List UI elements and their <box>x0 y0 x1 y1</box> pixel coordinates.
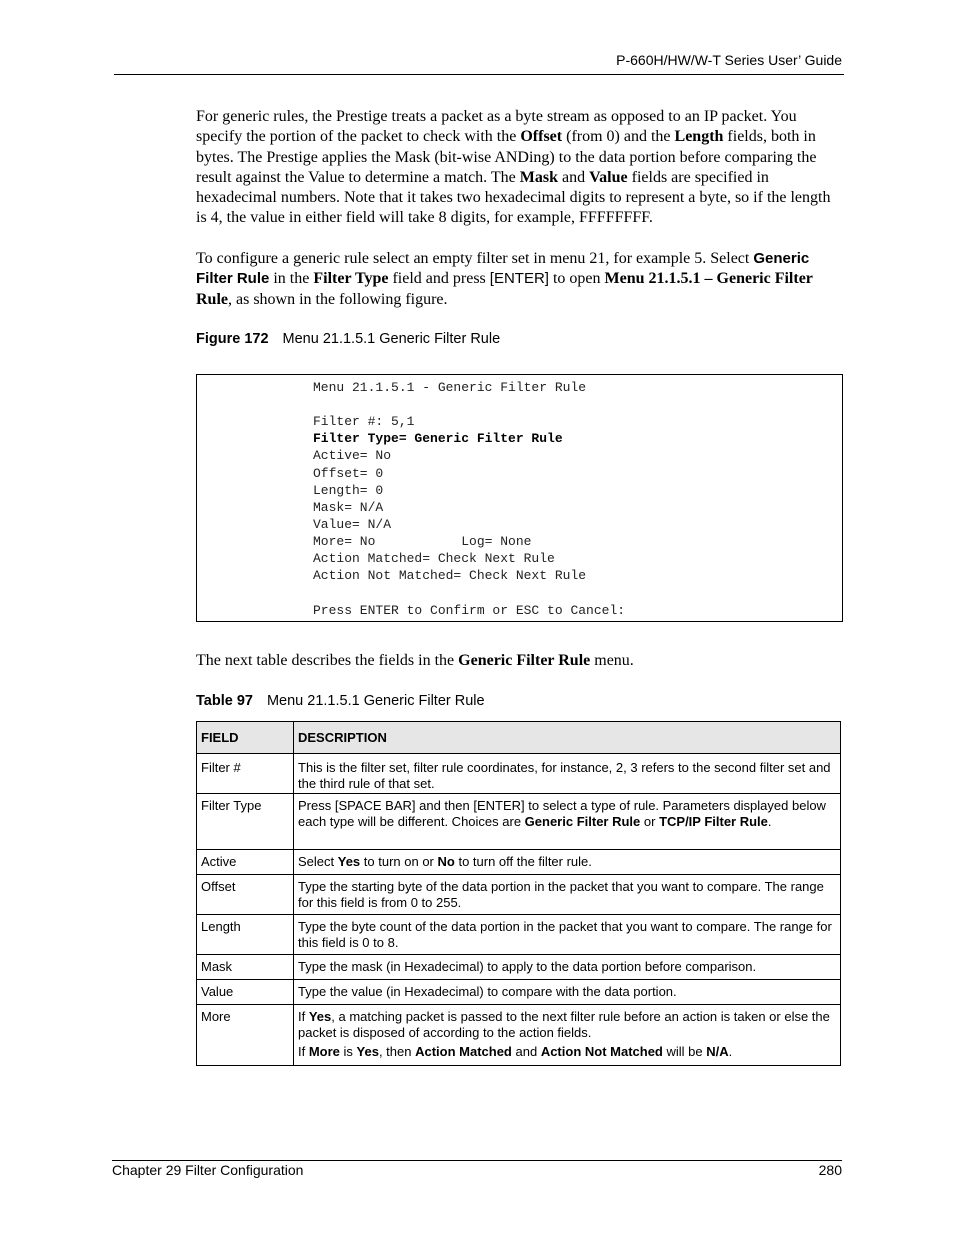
description-cell <box>294 915 841 955</box>
table-caption <box>196 693 485 709</box>
footer-page-number: 280 <box>818 1162 842 1178</box>
table-intro-paragraph <box>196 651 844 671</box>
length-line: Length= 0 <box>313 483 384 498</box>
field-description-table <box>196 721 841 1066</box>
text: is <box>339 1044 357 1059</box>
action-not-matched-line: Action Not Matched= Check Next Rule <box>313 568 587 583</box>
active-line: Active= No <box>313 448 392 463</box>
sans-generic-filter-rule: Generic Filter Rule <box>196 250 810 288</box>
more-log-line: More= No Log= None <box>313 534 532 549</box>
sans-enter: [ENTER] <box>489 270 549 288</box>
text: , then <box>378 1044 416 1059</box>
text: to open <box>548 270 605 288</box>
bold: More <box>308 1044 340 1059</box>
table-header-row <box>197 722 841 754</box>
text: fields are specified in hexadecimal numbers. Note that it takes two hexadecimal digits to represent a byte, so if the length is 4, the value in either field will take 8 digits, for example, FFFFFFFF. <box>196 168 831 227</box>
bold-filter-type: Filter Type <box>313 270 389 288</box>
text: fields, both in bytes. The Prestige applies the Mask (bit-wise ANDing) to the data portion before comparing the result against the Value to determine a match. The <box>196 128 817 186</box>
text: (from 0) and the <box>562 128 675 146</box>
text: to turn off the filter rule. <box>454 854 592 869</box>
menu-title-line: Menu 21.1.5.1 - Generic Filter Rule <box>313 380 587 395</box>
text: . <box>767 813 772 829</box>
table-row <box>197 794 841 850</box>
description-cell <box>294 875 841 915</box>
description-cell <box>294 955 841 980</box>
bold-menu-ref: Menu 21.1.5.1 – Generic Filter Rule <box>196 270 813 308</box>
footer-chapter: Chapter 29 Filter Configuration <box>112 1162 304 1178</box>
action-matched-line: Action Matched= Check Next Rule <box>313 551 555 566</box>
bold: TCP/IP Filter Rule <box>659 813 768 829</box>
bold: Yes <box>356 1044 379 1059</box>
bold-mask: Mask <box>519 168 558 186</box>
bold-value: Value <box>589 168 628 186</box>
bold: No <box>437 854 455 869</box>
bold: Generic Filter Rule <box>524 813 641 829</box>
table-row <box>197 915 841 955</box>
intro-paragraph <box>196 107 844 229</box>
text: If <box>298 1009 309 1024</box>
terminal-screen <box>196 374 843 622</box>
description-line <box>298 1044 836 1060</box>
field-cell: Filter Type <box>197 794 294 850</box>
text: This is the filter set, filter rule coordinates, for instance, 2, 3 refers to the second filter set and the third rule of that set. <box>298 760 831 791</box>
field-cell: Mask <box>197 955 294 980</box>
filter-number-line: Filter #: 5,1 <box>313 414 415 429</box>
field-cell: Offset <box>197 875 294 915</box>
bold-offset: Offset <box>520 128 563 146</box>
text: or <box>640 813 660 829</box>
table-row <box>197 875 841 915</box>
text: The next table describes the fields in the <box>196 652 459 669</box>
offset-line: Offset= 0 <box>313 466 384 481</box>
text: , a matching packet is passed to the next filter rule before an action is taken or else the packet is disposed of according to the action fields. <box>298 1009 830 1040</box>
description-cell <box>294 980 841 1005</box>
field-cell: More <box>197 1005 294 1066</box>
text: to turn on or <box>360 854 438 869</box>
text: Select <box>298 854 338 869</box>
description-cell <box>294 754 841 794</box>
description-line <box>298 1009 836 1040</box>
text: will be <box>662 1044 707 1059</box>
field-cell: Value <box>197 980 294 1005</box>
text: in the <box>269 270 314 288</box>
text: field and press <box>388 270 490 288</box>
bold-generic-filter-rule: Generic Filter Rule <box>458 652 591 669</box>
field-cell: Length <box>197 915 294 955</box>
text: , as shown in the following figure. <box>228 290 448 308</box>
text: Type the starting byte of the data portion in the packet that you want to compare. The range for this field is from 0 to 255. <box>298 879 824 910</box>
header-description: DESCRIPTION <box>294 722 841 754</box>
text: and <box>557 168 590 186</box>
figure-title: Menu 21.1.5.1 Generic Filter Rule <box>282 331 501 347</box>
table-label: Table 97 <box>196 693 253 709</box>
bold: Yes <box>337 854 361 869</box>
table-row <box>197 1005 841 1066</box>
text: If <box>298 1044 309 1059</box>
text: Press [SPACE BAR] and then [ENTER] to select a type of rule. Parameters displayed below each type will be different. Choices are <box>298 798 826 829</box>
footer-rule <box>112 1160 842 1161</box>
description-cell <box>294 794 841 850</box>
table-title: Menu 21.1.5.1 Generic Filter Rule <box>266 693 485 709</box>
text: Type the value (in Hexadecimal) to compare with the data portion. <box>298 984 677 999</box>
header-field: FIELD <box>197 722 294 754</box>
bold: Action Matched <box>415 1044 512 1059</box>
table-row <box>197 955 841 980</box>
bold: Yes <box>308 1009 332 1024</box>
table-row <box>197 754 841 794</box>
text: Type the byte count of the data portion in the packet that you want to compare. The range for this field is 0 to 8. <box>298 919 832 950</box>
header-rule <box>114 74 844 75</box>
text: For generic rules, the Prestige treats a packet as a byte stream as opposed to an IP packet. You specify the portion of the packet to check with the <box>196 108 797 146</box>
value-line: Value= N/A <box>313 517 392 532</box>
description-cell <box>294 1005 841 1066</box>
press-enter-line: Press ENTER to Confirm or ESC to Cancel: <box>313 603 626 618</box>
bold: Action Not Matched <box>540 1044 663 1059</box>
text: To configure a generic rule select an empty filter set in menu 21, for example 5. Select <box>196 250 754 267</box>
running-header: P-660H/HW/W-T Series User’ Guide <box>616 52 842 68</box>
description-cell <box>294 850 841 875</box>
text: and <box>511 1044 541 1059</box>
bold: N/A <box>706 1044 729 1059</box>
bold-length: Length <box>674 128 724 146</box>
mask-line: Mask= N/A <box>313 500 384 515</box>
text: . <box>728 1044 733 1059</box>
table-row <box>197 980 841 1005</box>
field-cell: Active <box>197 850 294 875</box>
field-cell: Filter # <box>197 754 294 794</box>
filter-type-line: Filter Type= Generic Filter Rule <box>313 431 563 446</box>
text: menu. <box>590 652 634 669</box>
figure-caption <box>196 331 500 347</box>
figure-label: Figure 172 <box>196 331 269 347</box>
table-row <box>197 850 841 875</box>
configure-paragraph <box>196 249 844 310</box>
text: Type the mask (in Hexadecimal) to apply to the data portion before comparison. <box>298 959 757 974</box>
